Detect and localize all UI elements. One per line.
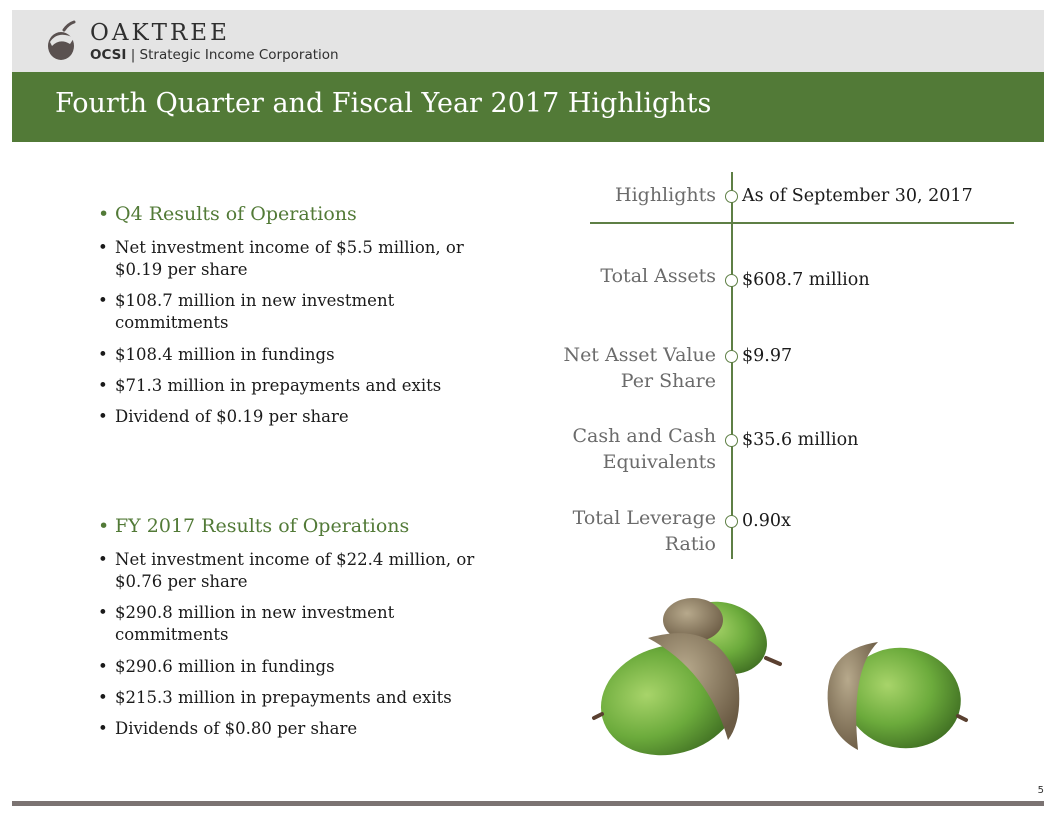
timeline-line (731, 172, 733, 559)
page-number: 5 (1037, 785, 1044, 796)
total-assets-value: $608.7 million (742, 270, 870, 290)
q4-section (98, 202, 478, 438)
highlights-date: As of September 30, 2017 (742, 186, 973, 206)
cash-value: $35.6 million (742, 430, 859, 450)
total-assets-label: Total Assets (600, 265, 716, 287)
q4-item: • Dividend of $0.19 per share (98, 406, 478, 428)
q4-item: • $108.7 million in new investment commitments (98, 290, 478, 335)
q4-item: • $71.3 million in prepayments and exits (98, 375, 478, 397)
acorn-logo-icon (46, 20, 80, 62)
fy-item: • Net investment income of $22.4 million, or $0.76 per share (98, 549, 478, 594)
acorns-image (588, 590, 978, 765)
header-divider (590, 222, 1014, 224)
leverage-label: Total Leverage Ratio (572, 507, 716, 555)
footer-rule (12, 801, 1044, 806)
company-subtitle (90, 47, 339, 63)
timeline-dot (725, 190, 738, 203)
ticker: OCSI (90, 47, 127, 63)
subtitle-separator: | (130, 47, 136, 63)
q4-item: • $108.4 million in fundings (98, 344, 478, 366)
company-name: Strategic Income Corporation (139, 47, 339, 63)
timeline-dot (725, 274, 738, 287)
timeline-dot (725, 434, 738, 447)
fy-section (98, 514, 478, 750)
fy-item: • $290.8 million in new investment commitments (98, 602, 478, 647)
page-title: Fourth Quarter and Fiscal Year 2017 Highlights (55, 88, 712, 119)
acorn-right (828, 639, 969, 758)
timeline-dot (725, 515, 738, 528)
q4-heading: • Q4 Results of Operations (98, 202, 478, 228)
cash-label: Cash and Cash Equivalents (572, 425, 716, 473)
fy-item: • $290.6 million in fundings (98, 656, 478, 678)
q4-item: • Net investment income of $5.5 million, or $0.19 per share (98, 237, 478, 282)
timeline-dot (725, 350, 738, 363)
highlights-label: Highlights (615, 184, 716, 206)
leverage-value: 0.90x (742, 511, 791, 531)
nav-per-share-label: Net Asset Value Per Share (563, 344, 716, 392)
nav-per-share-value: $9.97 (742, 346, 793, 366)
fy-item: • Dividends of $0.80 per share (98, 718, 478, 740)
fy-item: • $215.3 million in prepayments and exits (98, 687, 478, 709)
fy-heading: • FY 2017 Results of Operations (98, 514, 478, 540)
brand-wordmark: OAKTREE (90, 20, 230, 46)
